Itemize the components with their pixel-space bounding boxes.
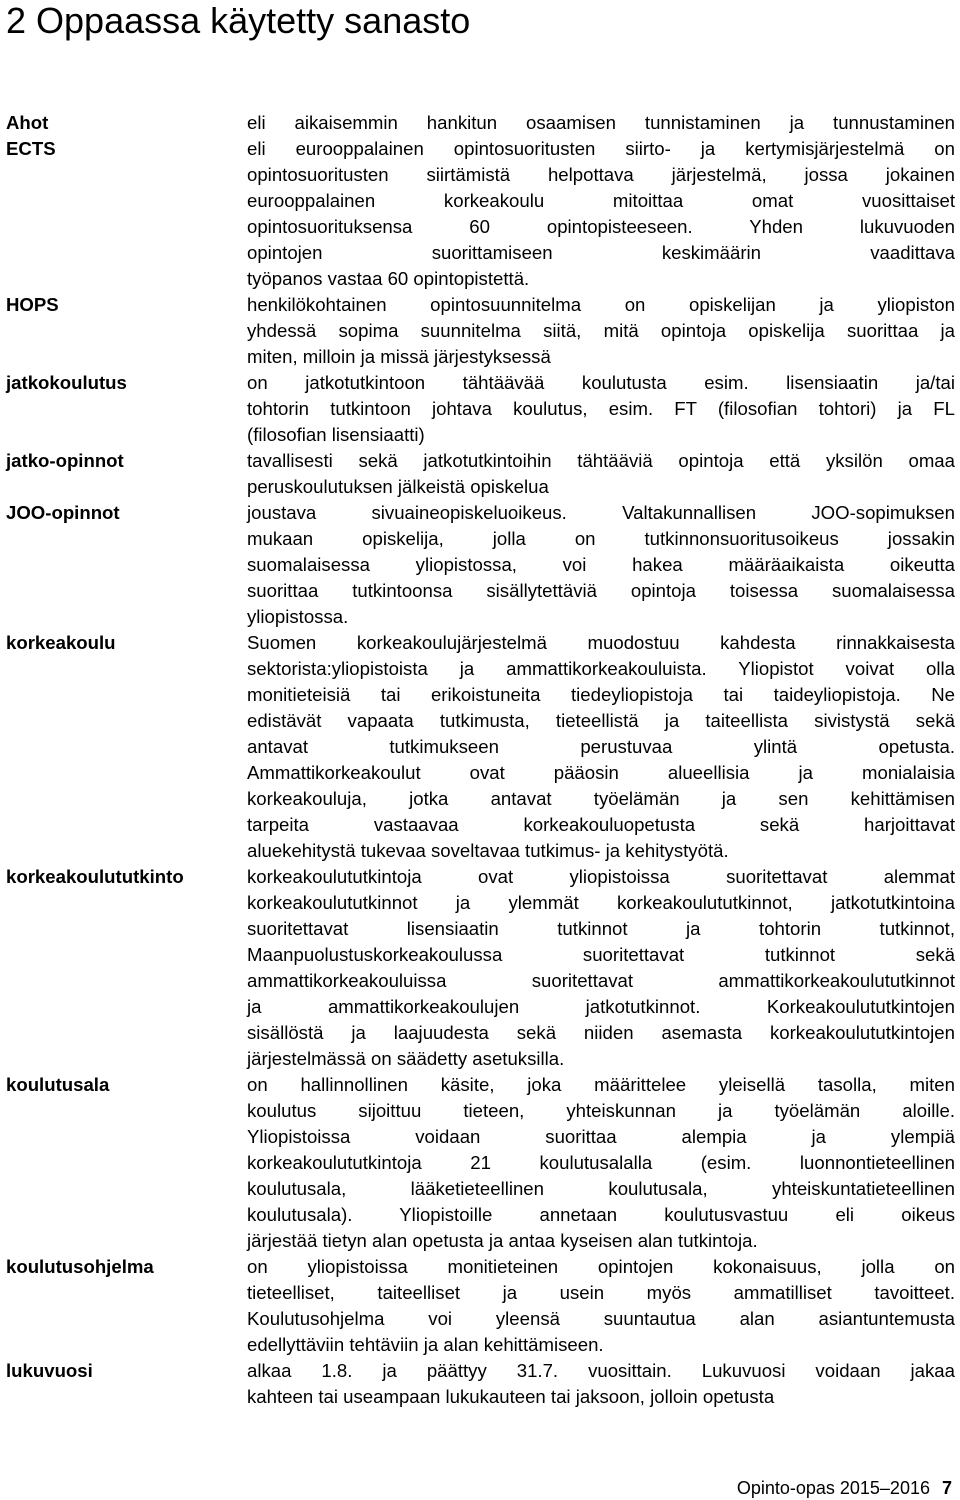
glossary-list [6, 110, 956, 1410]
glossary-term: HOPS [6, 294, 59, 315]
glossary-term-column [6, 110, 246, 162]
definition-line: korkeakouluja, jotka antavat työelämän ja sen kehittämisen [247, 788, 955, 809]
glossary-term: jatkokoulutus [6, 372, 127, 393]
definition-line: Suomen korkeakoulujärjestelmä muodostuu kahdesta rinnakkaisesta [247, 632, 955, 653]
definition-line: kahteen tai useampaan lukukauteen tai jaksoon, jolloin opetusta [247, 1386, 775, 1407]
definition-line: opintojen suorittamiseen keskimäärin vaadittava [247, 242, 955, 263]
glossary-definition [247, 370, 955, 448]
definition-line: korkeakoulututkintoja ovat yliopistoissa suoritettavat alemmat [247, 866, 955, 887]
definition-line: koulutus sijoittuu tieteen, yhteiskunnan ja työelämän aloille. [247, 1100, 955, 1121]
glossary-entry [6, 500, 956, 630]
definition-line: korkeakoulututkintoja 21 koulutusalalla (esim. luonnontieteellinen [247, 1152, 955, 1173]
glossary-term-column [6, 370, 246, 396]
definition-line: koulutusala). Yliopistoille annetaan koulutusvastuu eli oikeus [247, 1204, 955, 1225]
definition-line: miten, milloin ja missä järjestyksessä [247, 346, 551, 367]
glossary-definition [247, 500, 955, 630]
glossary-definition [247, 1254, 955, 1358]
definition-line: eurooppalainen korkeakoulu mitoittaa omat vuosittaiset [247, 190, 955, 211]
definition-line: suoritettavat lisensiaatin tutkinnot ja tohtorin tutkinnot, [247, 918, 955, 939]
definition-line: korkeakoulututkinnot ja ylemmät korkeakoulututkinnot, jatkotutkintoina [247, 892, 955, 913]
glossary-term: lukuvuosi [6, 1360, 93, 1381]
definition-line: suorittaa tutkintoonsa sisällytettäviä opintoja toisessa suomalaisessa [247, 580, 955, 601]
definition-line: koulutusala, lääketieteellinen koulutusala, yhteiskuntatieteellinen [247, 1178, 955, 1199]
definition-line: yhdessä sopima suunnitelma siitä, mitä opintoja opiskelija suorittaa ja [247, 320, 955, 341]
glossary-term-column [6, 1358, 246, 1384]
definition-line: alkaa 1.8. ja päättyy 31.7. vuosittain. Lukuvuosi voidaan jakaa [247, 1360, 955, 1381]
glossary-definition [247, 1358, 955, 1410]
definition-line: peruskoulutuksen jälkeistä opiskelua [247, 476, 549, 497]
glossary-term: koulutusohjelma [6, 1256, 154, 1277]
definition-line: tavallisesti sekä jatkotutkintoihin tähtääviä opintoja että yksilön omaa [247, 450, 955, 471]
page-number: 7 [941, 1478, 952, 1498]
glossary-term-column [6, 1254, 246, 1280]
glossary-definition [247, 1072, 955, 1254]
definition-line: Yliopistoissa voidaan suorittaa alempia ja ylempiä [247, 1126, 955, 1147]
definition-line: yliopistossa. [247, 606, 349, 627]
definition-line: järjestelmässä on säädetty asetuksilla. [247, 1048, 565, 1069]
glossary-entry [6, 370, 956, 448]
glossary-term: korkeakoulu [6, 632, 116, 653]
definition-line: Ammattikorkeakoulut ovat pääosin alueellisia ja monialaisia [247, 762, 955, 783]
glossary-term-column [6, 1072, 246, 1098]
glossary-entry [6, 1358, 956, 1410]
glossary-definition [247, 110, 955, 292]
footer-text: Opinto-opas 2015–2016 [736, 1478, 930, 1498]
definition-line: edistävät vapaata tutkimusta, tieteellistä ja taiteellista sivistystä sekä [247, 710, 955, 731]
definition-line: sisällöstä ja laajuudesta sekä niiden asemasta korkeakoulututkintojen [247, 1022, 955, 1043]
page-footer [737, 1477, 952, 1499]
glossary-entry [6, 864, 956, 1072]
definition-line: monitieteisiä tai erikoistuneita tiedeyliopistoja tai taideyliopistoja. Ne [247, 684, 955, 705]
definition-line: opintosuorituksensa 60 opintopisteeseen. Yhden lukuvuoden [247, 216, 955, 237]
glossary-definition [247, 448, 955, 500]
glossary-entry [6, 448, 956, 500]
definition-line: on yliopistoissa monitieteinen opintojen kokonaisuus, jolla on [247, 1256, 955, 1277]
glossary-term: JOO-opinnot [6, 502, 120, 523]
definition-line: opintosuoritusten siirtämistä helpottava järjestelmä, jossa jokainen [247, 164, 955, 185]
definition-line: joustava sivuaineopiskeluoikeus. Valtakunnallisen JOO-sopimuksen [247, 502, 955, 523]
definition-line: Maanpuolustuskorkeakoulussa suoritettavat tutkinnot sekä [247, 944, 955, 965]
glossary-entry [6, 292, 956, 370]
glossary-entry [6, 1254, 956, 1358]
definition-line: suomalaisessa yliopistossa, voi hakea määräaikaista oikeutta [247, 554, 955, 575]
definition-line: mukaan opiskelija, jolla on tutkinnonsuoritusoikeus jossakin [247, 528, 955, 549]
glossary-term-column [6, 864, 246, 890]
definition-line: edellyttäviin tehtäviin ja alan kehittämiseen. [247, 1334, 604, 1355]
definition-line: ammattikorkeakouluissa suoritettavat ammattikorkeakoulututkinnot [247, 970, 955, 991]
glossary-definition [247, 630, 955, 864]
glossary-term: ECTS [6, 138, 56, 159]
glossary-term: korkeakoulututkinto [6, 866, 184, 887]
glossary-term-column [6, 448, 246, 474]
page-title: 2 Oppaassa käytetty sanasto [6, 0, 471, 41]
glossary-term: koulutusala [6, 1074, 110, 1095]
definition-line: työpanos vastaa 60 opintopistettä. [247, 268, 530, 289]
glossary-term-column [6, 500, 246, 526]
definition-line: järjestää tietyn alan opetusta ja antaa kyseisen alan tutkintoja. [247, 1230, 758, 1251]
definition-line: tieteelliset, taiteelliset ja usein myös ammatilliset tavoitteet. [247, 1282, 955, 1303]
glossary-entry [6, 110, 956, 292]
definition-line: (filosofian lisensiaatti) [247, 424, 425, 445]
definition-line: eli aikaisemmin hankitun osaamisen tunnistaminen ja tunnustaminen [247, 112, 955, 133]
glossary-definition [247, 864, 955, 1072]
definition-line: eli eurooppalainen opintosuoritusten siirto- ja kertymisjärjestelmä on [247, 138, 955, 159]
glossary-term-column [6, 292, 246, 318]
glossary-definition [247, 292, 955, 370]
definition-line: sektorista:yliopistoista ja ammattikorkeakouluista. Yliopistot voivat olla [247, 658, 955, 679]
glossary-term-column [6, 630, 246, 656]
definition-line: antavat tutkimukseen perustuvaa ylintä opetusta. [247, 736, 955, 757]
glossary-term: jatko-opinnot [6, 450, 124, 471]
definition-line: henkilökohtainen opintosuunnitelma on opiskelijan ja yliopiston [247, 294, 955, 315]
definition-line: aluekehitystä tukevaa soveltavaa tutkimus- ja kehitystyötä. [247, 840, 729, 861]
definition-line: on jatkotutkintoon tähtäävää koulutusta esim. lisensiaatin ja/tai [247, 372, 955, 393]
definition-line: tarpeita vastaavaa korkeakouluopetusta sekä harjoittavat [247, 814, 955, 835]
definition-line: tohtorin tutkintoon johtava koulutus, esim. FT (filosofian tohtori) ja FL [247, 398, 955, 419]
glossary-entry [6, 630, 956, 864]
definition-line: ja ammattikorkeakoulujen jatkotutkinnot. Korkeakoulututkintojen [247, 996, 955, 1017]
glossary-entry [6, 1072, 956, 1254]
definition-line: on hallinnollinen käsite, joka määrittelee yleisellä tasolla, miten [247, 1074, 955, 1095]
glossary-term: Ahot [6, 112, 49, 133]
definition-line: Koulutusohjelma voi yleensä suuntautua alan asiantuntemusta [247, 1308, 955, 1329]
